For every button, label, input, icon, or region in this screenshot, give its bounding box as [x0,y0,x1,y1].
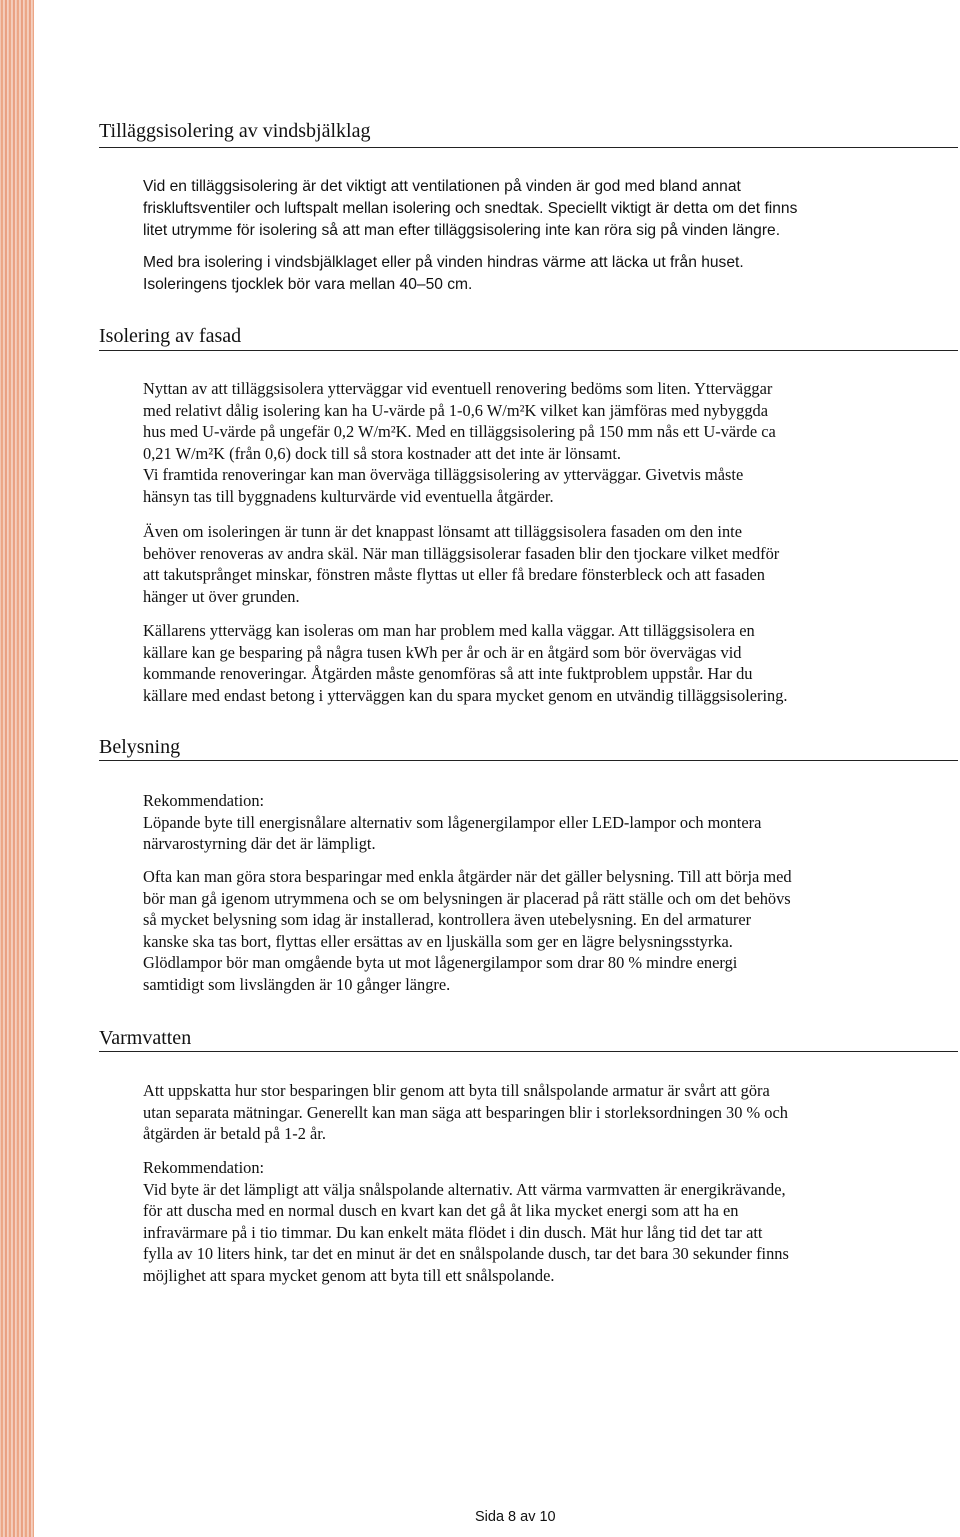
text-line: källare kan ge besparing på några tusen kWh per år och är en åtgärd som bör övervägas vid [143,642,742,662]
text-line: Vi framtida renoveringar kan man överväga tilläggsisolering av ytterväggar. Givetvis måste [143,465,744,485]
text-line: fylla av 10 liters hink, tar det en minut är det en snålspolande dusch, tar det bara 30 sekunder finns [143,1244,789,1264]
text-line: kanske ska tas bort, flyttas eller ersättas av en ljuskälla som ger en lägre belysningsstyrka. [143,931,733,951]
heading-rule-fasad [99,350,958,351]
paragraph-belysning-2 [143,866,933,996]
text-line: Källarens yttervägg kan isoleras om man har problem med kalla väggar. Att tilläggsisolera en [143,621,755,640]
text-line: litet utrymme för isolering så att man efter tilläggsisolering inte kan röra sig på vinden längre. [143,222,781,239]
text-line: åtgärden är betald på 1-2 år. [143,1124,326,1144]
heading-belysning: Belysning [99,736,181,758]
heading-rule-belysning [99,760,958,761]
text-line: kommande renoveringar. Åtgärden måste genomföras så att inte fuktproblem uppstår. Har du [143,664,753,684]
text-line: friskluftsventiler och luftspalt mellan isolering och snedtak. Speciellt viktigt är detta om det finns [143,200,798,217]
text-line: möjlighet att spara mycket genom att byta till ett snålspolande. [143,1265,555,1285]
text-line: Rekommendation: [143,791,265,810]
text-line: infravärmare på i tio timmar. Du kan enkelt mäta flödet i din dusch. Mät hur lång tid det tar att [143,1222,763,1242]
text-line: Isoleringens tjocklek bör vara mellan 40–50 cm. [143,276,473,293]
text-line: att takutsprånget minskar, fönstren måste flyttas ut eller få bredare fönsterbleck och att fasaden [143,565,765,585]
text-line: bör man gå igenom utrymmena och se om belysningen är placerad på rätt ställe och om det behövs [143,888,791,908]
text-line: behöver renoveras av andra skäl. När man tilläggsisolerar fasaden blir den tjockare vilket medför [143,543,780,563]
text-line: 0,21 W/m²K (från 0,6) dock till så stora kostnader att det inte är lönsamt. [143,443,622,463]
paragraph-varmvatten-2 [143,1157,933,1287]
heading-vindsbjalklag: Tilläggsisolering av vindsbjälklag [99,120,371,142]
paragraph-belysning-1 [143,790,933,855]
paragraph-fasad-2 [143,521,933,607]
text-line: Även om isoleringen är tunn är det knappast lönsamt att tilläggsisolera fasaden om den inte [143,522,743,541]
text-line: Med bra isolering i vindsbjälklaget eller på vinden hindras värme att läcka ut från huset. [143,254,744,271]
text-line: Löpande byte till energisnålare alternativ som lågenergilampor eller LED-lampor och montera [143,812,762,832]
text-line: Att uppskatta hur stor besparingen blir genom att byta till snålspolande armatur är svårt att göra [143,1081,770,1100]
text-line: utan separata mätningar. Generellt kan man säga att besparingen blir i storleksordningen 30 % och [143,1102,788,1122]
paragraph-vind-1 [143,176,933,242]
text-line: med relativt dålig isolering kan ha U-värde på 1-0,6 W/m²K vilket kan jämföras med nybyggda [143,400,769,420]
text-line: närvarostyrning där det är lämpligt. [143,834,376,854]
paragraph-varmvatten-1 [143,1080,933,1145]
paragraph-fasad-1 [143,378,933,508]
text-line: hänsyn tas till byggnadens kulturvärde vid eventuella åtgärder. [143,486,554,506]
text-line: Vid byte är det lämpligt att välja snålspolande alternativ. Att värma varmvatten är energikrävande, [143,1179,786,1199]
heading-rule-vindsbjalklag [99,147,958,148]
text-line: källare med endast betong i ytterväggen kan du spara mycket genom en utvändig tilläggsisolering. [143,685,788,705]
text-line: Vid en tilläggsisolering är det viktigt att ventilationen på vinden är god med bland annat [143,178,741,195]
text-line: Nyttan av att tilläggsisolera ytterväggar vid eventuell renovering bedöms som liten. Ytterväggar [143,379,773,398]
text-line: samtidigt som livslängden är 10 gånger längre. [143,974,451,994]
text-line: Ofta kan man göra stora besparingar med enkla åtgärder när det gäller belysning. Till att börja med [143,867,792,886]
text-line: Glödlampor bör man omgående byta ut mot lågenergilampor som drar 80 % mindre energi [143,953,738,973]
page-number: Sida 8 av 10 [475,1509,556,1525]
heading-fasad: Isolering av fasad [99,325,242,347]
text-line: hus med U-värde på ungefär 0,2 W/m²K. Med en tilläggsisolering på 150 mm nås ett U-värde ca [143,422,776,442]
heading-varmvatten: Varmvatten [99,1027,192,1049]
text-line: så mycket belysning som idag är installerad, kontrollera även utebelysning. En del armaturer [143,910,752,930]
text-line: Rekommendation: [143,1158,265,1177]
paragraph-fasad-3 [143,620,933,706]
paragraph-vind-2 [143,252,933,296]
text-line: hänger ut över grunden. [143,586,300,606]
text-line: för att duscha med en normal dusch en kvart kan det gå åt lika mycket energi som att ha en [143,1201,739,1221]
heading-rule-varmvatten [99,1051,958,1052]
